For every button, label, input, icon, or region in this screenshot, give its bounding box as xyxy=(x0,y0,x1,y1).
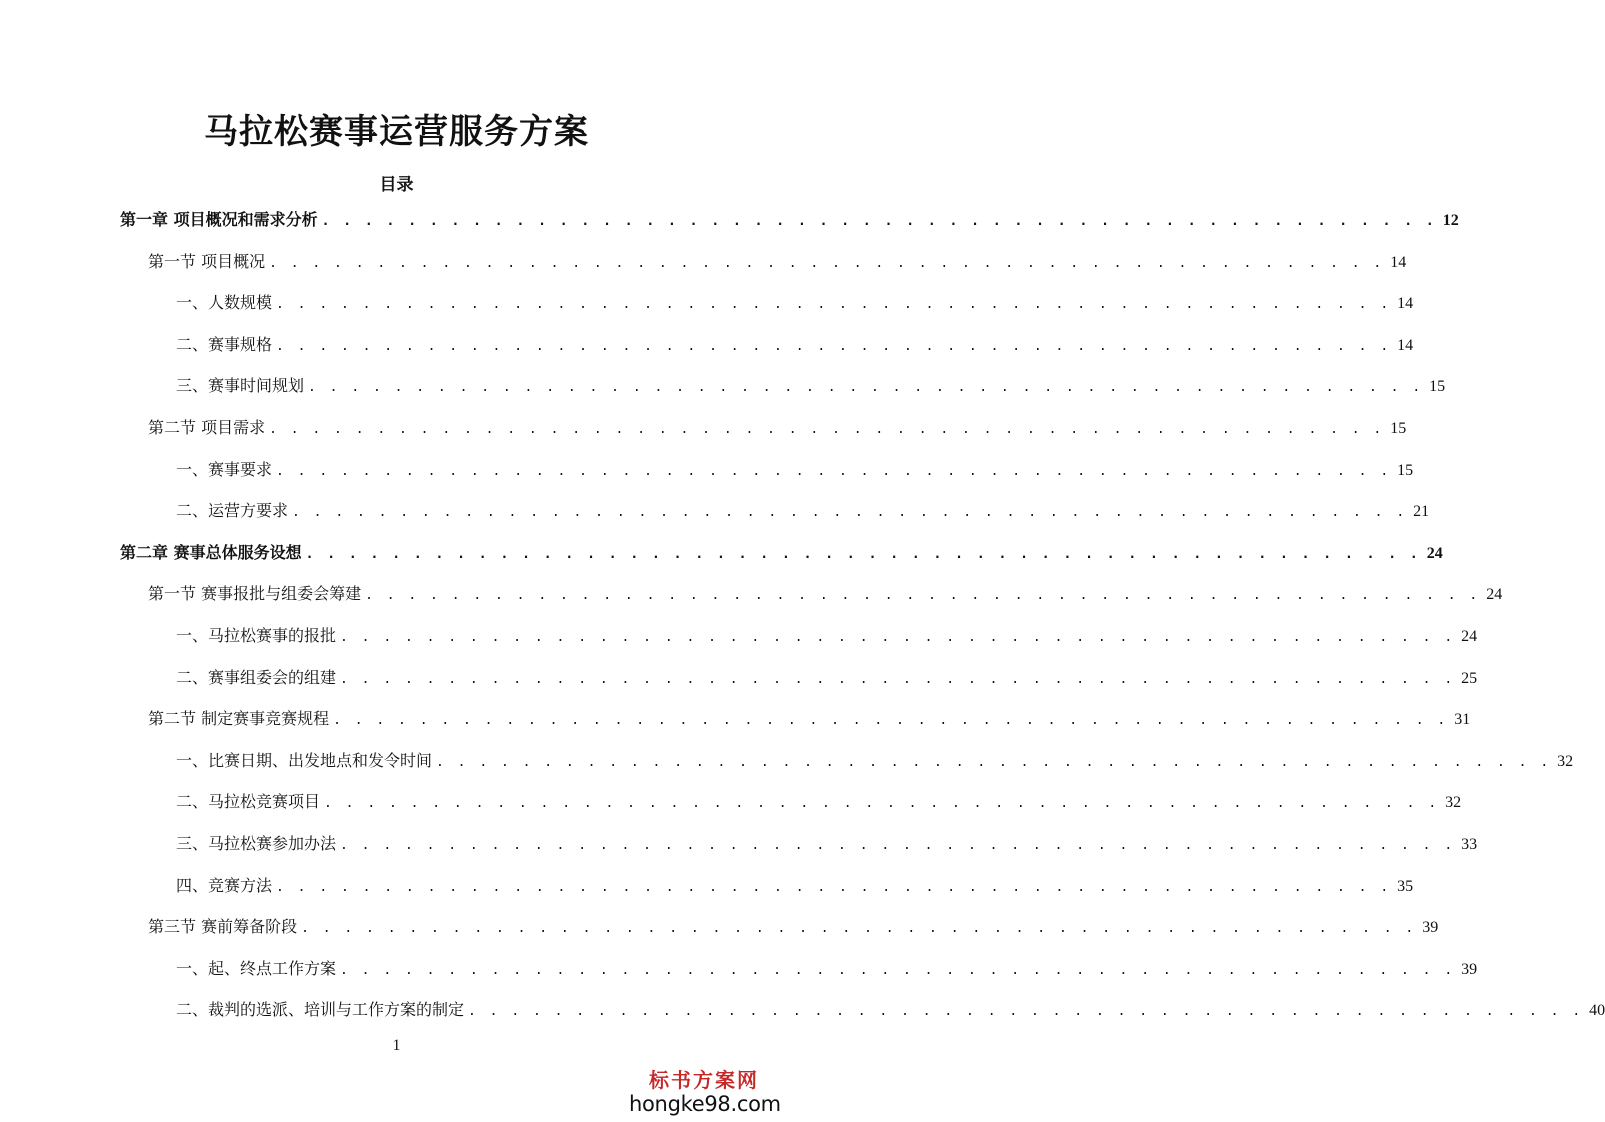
toc-entry-page: 33 xyxy=(1461,836,1478,853)
toc-entry[interactable] xyxy=(148,415,1407,441)
toc-entry-page: 24 xyxy=(1426,544,1443,562)
toc-entry-page: 15 xyxy=(1390,420,1407,437)
toc-entry-label: 二、赛事组委会的组建 xyxy=(176,667,337,687)
toc-entry[interactable] xyxy=(148,249,1407,275)
toc-entry-page: 14 xyxy=(1397,295,1414,313)
toc-entry-label: 一、赛事要求 xyxy=(176,459,273,479)
watermark-site-name: 标书方案网 xyxy=(649,1068,759,1092)
toc-entry-label: 二、赛事规格 xyxy=(176,334,273,354)
toc-entry-page: 25 xyxy=(1461,669,1478,687)
toc-entry[interactable] xyxy=(120,540,1443,566)
toc-entry-page: 39 xyxy=(1461,960,1478,978)
toc-dot-leader: . . . . . . . . . . . . . . . . . . . . . . . . . . . . . . . . . . . . . . . . . . . . . . . . . . . . xyxy=(321,214,1437,229)
toc-entry-page: 32 xyxy=(1445,794,1462,812)
toc-entry[interactable] xyxy=(148,581,1503,607)
toc-entry-label: 第一章 项目概况和需求分析 xyxy=(120,210,318,229)
toc-entry-label: 四、竞赛方法 xyxy=(176,875,273,895)
toc-entry-page: 12 xyxy=(1442,212,1459,229)
toc-entry[interactable] xyxy=(176,748,1574,774)
toc-dot-leader: . . . . . . . . . . . . . . . . . . . . . . . . . . . . . . . . . . . . . . . . . . . . . . . . . . . . xyxy=(276,338,1392,354)
toc-entry-page: 15 xyxy=(1429,378,1446,396)
toc-entry[interactable] xyxy=(148,914,1439,940)
toc-entry-page: 15 xyxy=(1397,461,1414,479)
toc-dot-leader: . . . . . . . . . . . . . . . . . . . . . . . . . . . . . . . . . . . . . . . . . . . . . . . . . . . . xyxy=(276,879,1392,895)
toc-entry[interactable] xyxy=(176,831,1478,857)
toc-entry[interactable] xyxy=(176,457,1414,483)
toc-dot-leader: . . . . . . . . . . . . . . . . . . . . . . . . . . . . . . . . . . . . . . . . . . . . . . . . . . . . xyxy=(436,754,1552,770)
toc-dot-leader: . . . . . . . . . . . . . . . . . . . . . . . . . . . . . . . . . . . . . . . . . . . . . . . . . . . . xyxy=(305,546,1421,562)
toc-entry-label: 三、赛事时间规划 xyxy=(176,376,305,396)
toc-entry-page: 31 xyxy=(1454,711,1471,729)
toc-dot-leader: . . . . . . . . . . . . . . . . . . . . . . . . . . . . . . . . . . . . . . . . . . . . . . . . . . . . xyxy=(324,796,1440,812)
toc-heading: 目录 xyxy=(379,175,414,195)
toc-dot-leader: . . . . . . . . . . . . . . . . . . . . . . . . . . . . . . . . . . . . . . . . . . . . . . . . . . . . xyxy=(365,588,1481,604)
watermark-site-url: hongke98.com xyxy=(629,1092,781,1116)
toc-entry-page: 14 xyxy=(1390,253,1407,271)
toc-entry-page: 24 xyxy=(1461,628,1478,645)
toc-dot-leader: . . . . . . . . . . . . . . . . . . . . . . . . . . . . . . . . . . . . . . . . . . . . . . . . . . . . xyxy=(333,713,1449,729)
toc-entry-label: 第三节 赛前筹备阶段 xyxy=(148,917,298,937)
toc-dot-leader: . . . . . . . . . . . . . . . . . . . . . . . . . . . . . . . . . . . . . . . . . . . . . . . . . . . . xyxy=(340,630,1456,645)
toc-dot-leader: . . . . . . . . . . . . . . . . . . . . . . . . . . . . . . . . . . . . . . . . . . . . . . . . . . . . xyxy=(340,838,1456,853)
toc-dot-leader: . . . . . . . . . . . . . . . . . . . . . . . . . . . . . . . . . . . . . . . . . . . . . . . . . . . . xyxy=(340,671,1456,687)
toc-entry-page: 35 xyxy=(1397,877,1414,895)
toc-entry-page: 32 xyxy=(1557,752,1574,770)
toc-entry-label: 一、马拉松赛事的报批 xyxy=(176,626,337,645)
toc-dot-leader: . . . . . . . . . . . . . . . . . . . . . . . . . . . . . . . . . . . . . . . . . . . . . . . . . . . . xyxy=(276,463,1392,479)
toc-entry[interactable] xyxy=(176,623,1478,649)
toc-entry[interactable] xyxy=(176,789,1462,815)
toc-entry-label: 一、人数规模 xyxy=(176,293,273,313)
toc-dot-leader: . . . . . . . . . . . . . . . . . . . . . . . . . . . . . . . . . . . . . . . . . . . . . . . . . . . . xyxy=(308,380,1424,396)
toc-entry-label: 第一节 赛事报批与组委会筹建 xyxy=(148,584,362,604)
toc-dot-leader: . . . . . . . . . . . . . . . . . . . . . . . . . . . . . . . . . . . . . . . . . . . . . . . . . . . . xyxy=(301,921,1417,937)
toc-entry[interactable] xyxy=(176,373,1446,399)
toc-entry-label: 三、马拉松赛参加办法 xyxy=(176,834,337,853)
toc-entry-page: 39 xyxy=(1422,919,1439,937)
toc-entry[interactable] xyxy=(176,997,1605,1023)
toc-entry[interactable] xyxy=(176,956,1478,982)
toc-dot-leader: . . . . . . . . . . . . . . . . . . . . . . . . . . . . . . . . . . . . . . . . . . . . . . . . . . . . xyxy=(340,962,1456,978)
toc-entry-page: 21 xyxy=(1413,503,1430,521)
toc-dot-leader: . . . . . . . . . . . . . . . . . . . . . . . . . . . . . . . . . . . . . . . . . . . . . . . . . . . . xyxy=(269,422,1385,437)
toc-dot-leader: . . . . . . . . . . . . . . . . . . . . . . . . . . . . . . . . . . . . . . . . . . . . . . . . . . . . xyxy=(269,255,1385,271)
toc-entry-page: 24 xyxy=(1486,586,1503,604)
toc-entry[interactable] xyxy=(176,290,1414,316)
toc-dot-leader: . . . . . . . . . . . . . . . . . . . . . . . . . . . . . . . . . . . . . . . . . . . . . . . . . . . . xyxy=(468,1004,1584,1020)
toc-entry-label: 第一节 项目概况 xyxy=(148,251,266,271)
toc-dot-leader: . . . . . . . . . . . . . . . . . . . . . . . . . . . . . . . . . . . . . . . . . . . . . . . . . . . . xyxy=(292,505,1408,521)
page-number: 1 xyxy=(392,1037,401,1054)
toc-entry-label: 二、裁判的选派、培训与工作方案的制定 xyxy=(176,1000,465,1020)
toc-entry[interactable] xyxy=(176,332,1414,358)
toc-entry-label: 二、马拉松竞赛项目 xyxy=(176,792,321,812)
toc-entry-label: 第二节 项目需求 xyxy=(148,418,266,437)
toc-dot-leader: . . . . . . . . . . . . . . . . . . . . . . . . . . . . . . . . . . . . . . . . . . . . . . . . . . . . xyxy=(276,297,1392,313)
toc-entry-label: 第二章 赛事总体服务设想 xyxy=(120,542,302,562)
toc-entry-page: 40 xyxy=(1589,1002,1605,1020)
toc-entry-label: 一、比赛日期、出发地点和发令时间 xyxy=(176,750,433,770)
document-title: 马拉松赛事运营服务方案 xyxy=(204,112,589,152)
toc-entry[interactable] xyxy=(176,873,1414,899)
toc-entry-label: 一、起、终点工作方案 xyxy=(176,958,337,978)
toc-entry[interactable] xyxy=(120,207,1459,233)
toc-entry-label: 二、运营方要求 xyxy=(176,501,289,521)
site-watermark-logo xyxy=(629,1068,779,1116)
toc-entry[interactable] xyxy=(148,706,1471,732)
toc-entry-page: 14 xyxy=(1397,336,1414,354)
toc-entry[interactable] xyxy=(176,498,1430,524)
toc-entry[interactable] xyxy=(176,665,1478,691)
toc-entry-label: 第二节 制定赛事竞赛规程 xyxy=(148,709,330,729)
